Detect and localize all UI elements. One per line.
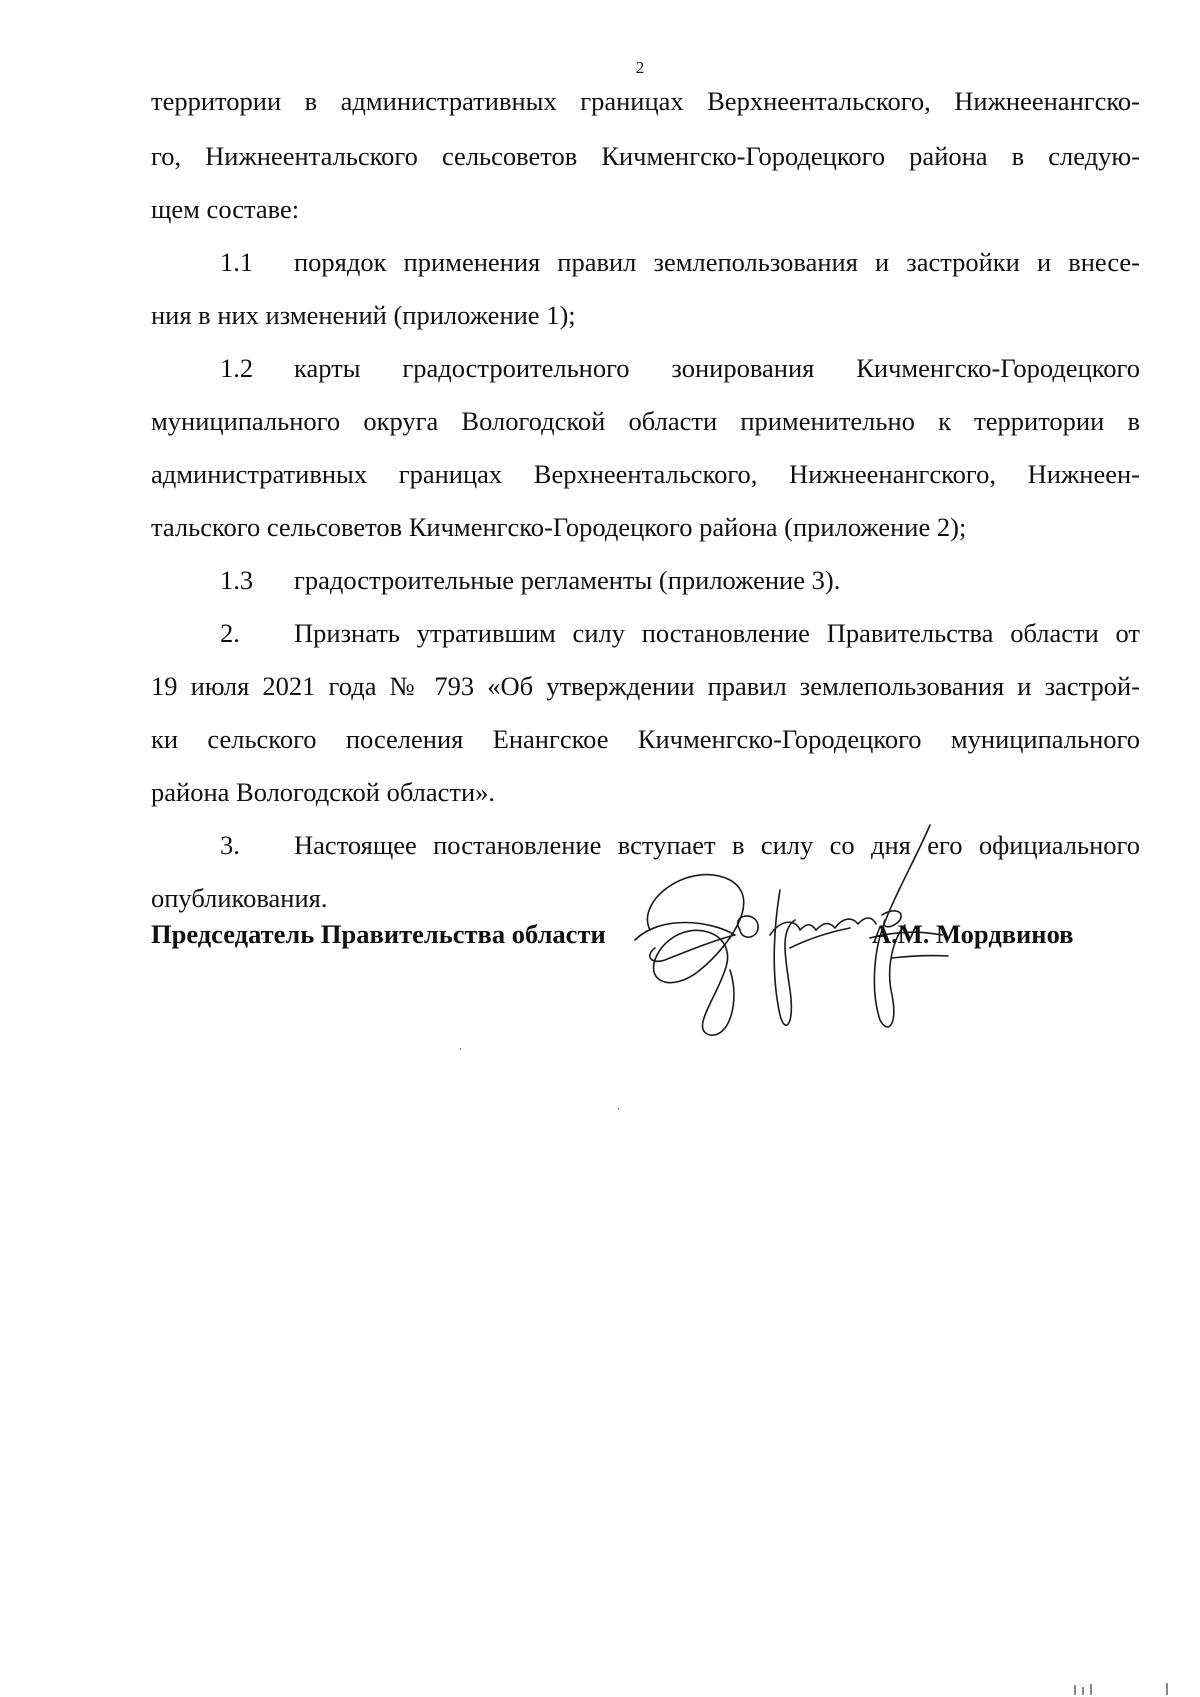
text-line: муниципального округа Вологодской области применительно к территории в — [151, 406, 1140, 436]
text-line: района Вологодской области». — [151, 777, 496, 807]
scan-speck — [1074, 1685, 1076, 1695]
text-line: ния в них изменений (приложение 1); — [151, 300, 576, 330]
item-number: 1.2 — [220, 353, 254, 383]
text-line — [151, 564, 1140, 596]
item-text: градостроительные регламенты (приложение 3). — [294, 565, 841, 595]
item-number: 3. — [220, 830, 240, 860]
signatory-name: А.М. Мордвинов — [872, 919, 1074, 949]
text-line: го, Нижнеентальского сельсоветов Кичменгско-Городецкого района в следую- — [151, 141, 1140, 171]
item-text: карты градостроительного зонирования Кичменгско-Городецкого — [294, 353, 1140, 383]
text-line: 19 июля 2021 года № 793 «Об утверждении правил землепользования и застрой- — [151, 671, 1140, 701]
item-text: Признать утратившим силу постановление Правительства области от — [294, 618, 1140, 648]
text-line: административных границах Верхнеентальского, Нижнеенангского, Нижнеен- — [151, 459, 1140, 489]
text-line — [151, 352, 1140, 384]
scan-speck — [1082, 1687, 1084, 1695]
item-number: 1.1 — [220, 247, 254, 277]
page-number: 2 — [635, 58, 645, 77]
text-line: ки сельского поселения Енангское Кичменгско-Городецкого муниципального — [151, 724, 1140, 754]
text-line — [151, 617, 1140, 649]
scan-speck — [1166, 1683, 1168, 1695]
scan-speck — [618, 1108, 619, 1110]
text-line: тальского сельсоветов Кичменгско-Городецкого района (приложение 2); — [151, 512, 967, 542]
item-number: 2. — [220, 618, 240, 648]
text-line — [151, 246, 1140, 278]
signatory-title: Председатель Правительства области — [151, 919, 606, 949]
text-line: опубликования. — [151, 883, 328, 913]
item-number: 1.3 — [220, 565, 254, 595]
item-text: Настоящее постановление вступает в силу со дня его официального — [294, 830, 1140, 860]
text-line: щем составе: — [151, 194, 300, 224]
scan-speck — [1090, 1684, 1092, 1695]
scan-speck — [460, 1048, 461, 1050]
item-text: порядок применения правил землепользования и застройки и внесе- — [294, 247, 1140, 277]
text-line: территории в административных границах Верхнеентальского, Нижнеенангско- — [151, 86, 1140, 116]
